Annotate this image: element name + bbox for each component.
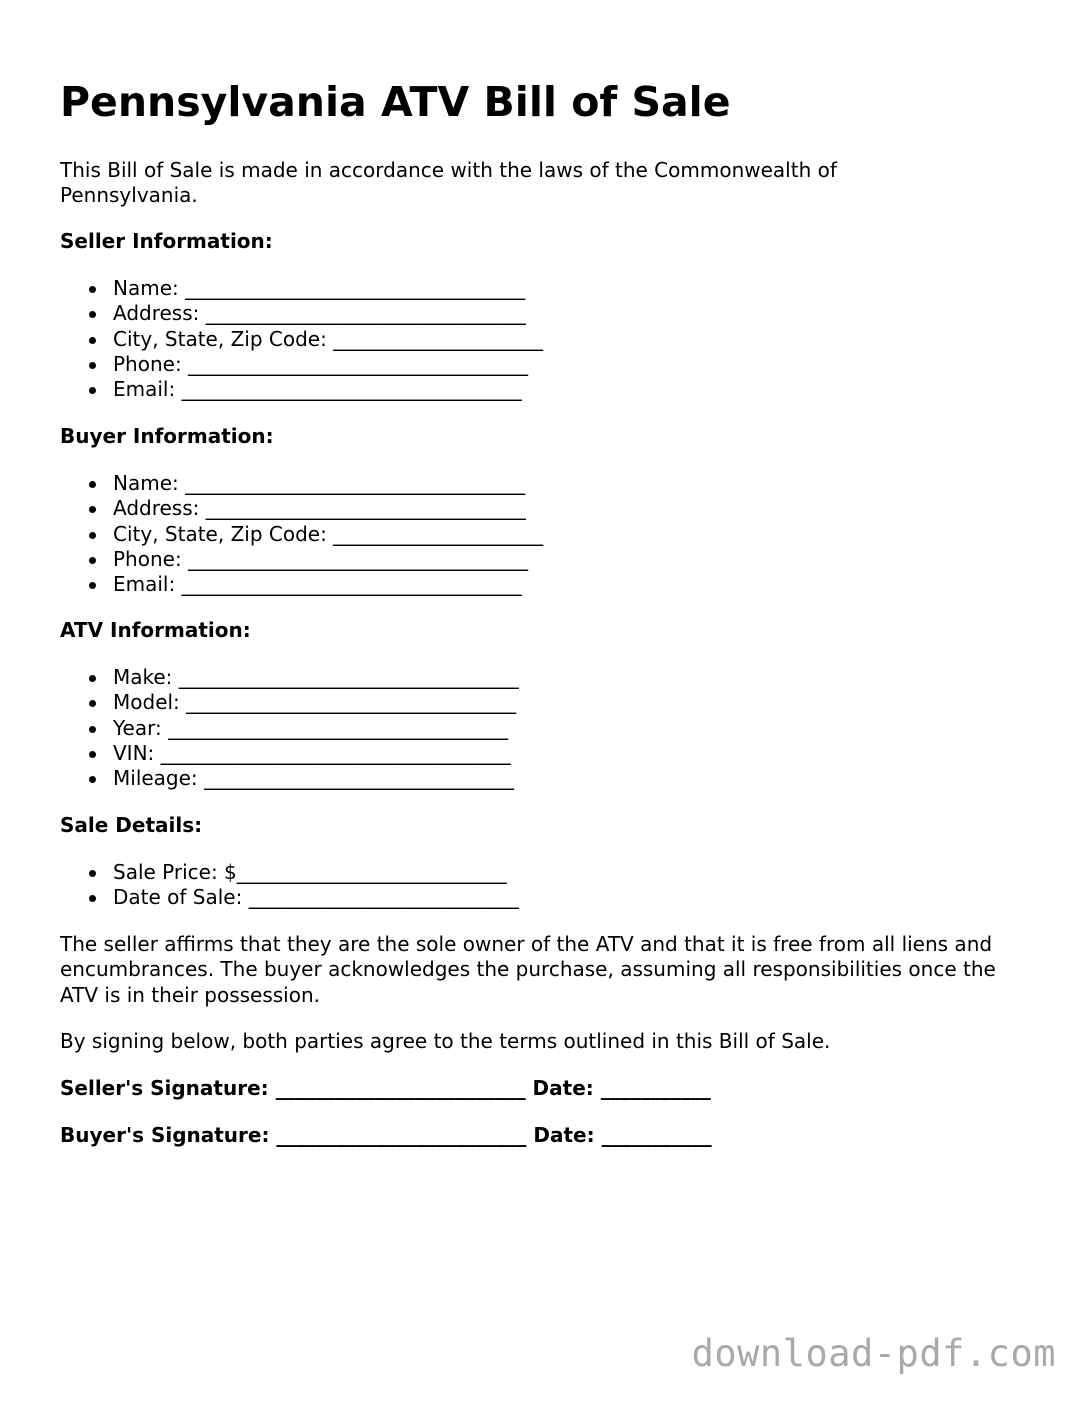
atv-fields: [60, 665, 519, 791]
atv-make-field: Make: __________________________________: [60, 665, 519, 690]
atv-vin-field: VIN: ___________________________________: [60, 741, 519, 766]
buyer-signature-line: Buyer's Signature: _________________________ Date: ___________: [60, 1123, 712, 1147]
seller-phone-field: Phone: __________________________________: [60, 352, 543, 377]
buyer-address-field: Address: ________________________________: [60, 496, 543, 521]
buyer-phone-field: Phone: __________________________________: [60, 547, 543, 572]
seller-name-field: Name: __________________________________: [60, 276, 543, 301]
sale-date-field: Date of Sale: ___________________________: [60, 885, 519, 910]
sale-heading: Sale Details:: [60, 813, 203, 837]
atv-heading: ATV Information:: [60, 618, 251, 642]
seller-heading: Seller Information:: [60, 229, 273, 253]
watermark-text: download-pdf.com: [691, 1332, 1056, 1375]
seller-fields: [60, 276, 543, 402]
seller-email-field: Email: __________________________________: [60, 377, 543, 402]
intro-paragraph: This Bill of Sale is made in accordance with the laws of the Commonwealth of Pennsylvania.: [60, 158, 837, 207]
seller-address-field: Address: ________________________________: [60, 301, 543, 326]
buyer-email-field: Email: __________________________________: [60, 572, 543, 597]
buyer-fields: [60, 471, 543, 597]
atv-model-field: Model: _________________________________: [60, 690, 519, 715]
document-title: Pennsylvania ATV Bill of Sale: [60, 78, 731, 126]
agreement-paragraph: By signing below, both parties agree to the terms outlined in this Bill of Sale.: [60, 1029, 831, 1053]
atv-year-field: Year: __________________________________: [60, 716, 519, 741]
sale-fields: [60, 860, 519, 911]
buyer-heading: Buyer Information:: [60, 424, 274, 448]
seller-signature-line: Seller's Signature: _________________________ Date: ___________: [60, 1076, 711, 1100]
seller-city-state-zip-field: City, State, Zip Code: _____________________: [60, 327, 543, 352]
sale-price-field: Sale Price: $___________________________: [60, 860, 519, 885]
atv-mileage-field: Mileage: _______________________________: [60, 766, 519, 791]
buyer-name-field: Name: __________________________________: [60, 471, 543, 496]
affirmation-paragraph: The seller affirms that they are the sole owner of the ATV and that it is free from all liens and encumbrances. The buyer acknowledges the purchase, assuming all responsibilities once the ATV is in their possession.: [60, 932, 996, 1007]
buyer-city-state-zip-field: City, State, Zip Code: _____________________: [60, 522, 543, 547]
